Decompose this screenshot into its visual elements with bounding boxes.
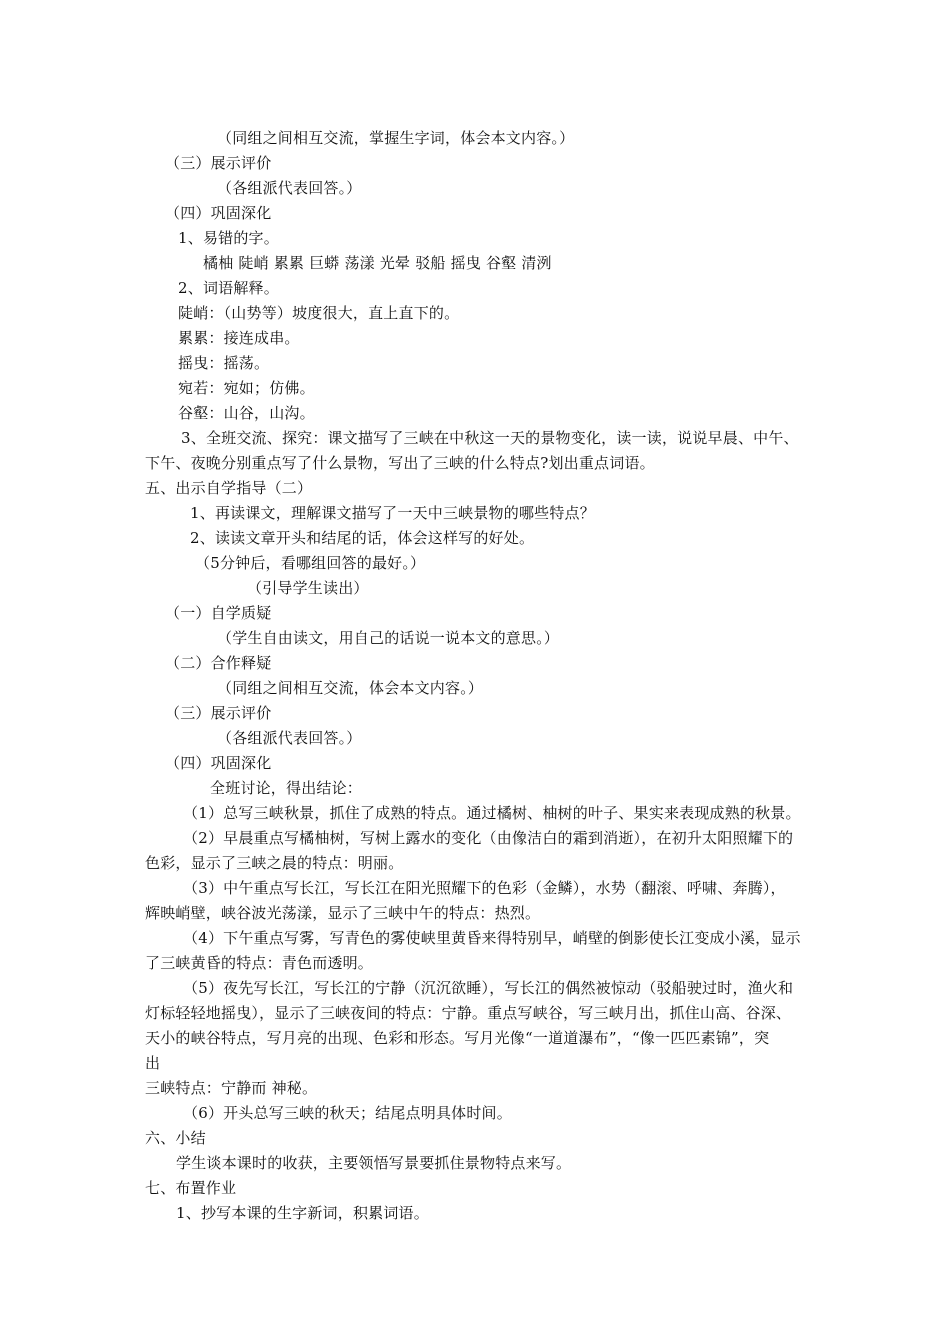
section-heading: （三）展示评价 — [165, 704, 272, 722]
text-line: 灯标轻轻地摇曳），显示了三峡夜间的特点：宁静。重点写峡谷，写三峡月出，抓住山高、谷深、 — [145, 1004, 792, 1022]
definition-line: 宛若：宛如；仿佛。 — [178, 379, 315, 397]
section-heading: （四）巩固深化 — [165, 754, 272, 772]
text-line: （同组之间相互交流，掌握生字词，体会本文内容。） — [217, 129, 575, 147]
text-line: 了三峡黄昏的特点：青色而透明。 — [145, 954, 374, 972]
text-line: 辉映峭壁，峡谷波光荡漾，显示了三峡中午的特点：热烈。 — [145, 904, 541, 922]
text-line: 2、词语解释。 — [178, 279, 279, 297]
text-line: 全班讨论，得出结论： — [210, 779, 363, 797]
text-line: （2）早晨重点写橘柚树，写树上露水的变化（由像洁白的霜到消逝），在初升太阳照耀下的 — [183, 829, 794, 847]
section-heading: （一）自学质疑 — [165, 604, 272, 622]
text-line: 天小的峡谷特点，写月亮的出现、色彩和形态。写月光像“一道道瀑布”，“像一匹匹素锦”，突 — [145, 1029, 770, 1047]
section-heading: 六、小结 — [145, 1129, 206, 1147]
definition-line: 谷壑：山谷，山沟。 — [178, 404, 315, 422]
text-line: 3、全班交流、探究：课文描写了三峡在中秋这一天的景物变化，读一读，说说早晨、中午、 — [181, 429, 799, 447]
text-line: （学生自由读文，用自己的话说一说本文的意思。） — [217, 629, 560, 647]
definition-line: 陡峭：（山势等）坡度很大，直上直下的。 — [178, 304, 460, 322]
section-heading: （二）合作释疑 — [165, 654, 272, 672]
definition-line: 累累：接连成串。 — [178, 329, 300, 347]
text-line: （4）下午重点写雾，写青色的雾使峡里黄昏来得特别早，峭壁的倒影使长江变成小溪，显示 — [183, 929, 801, 947]
text-line: 下午、夜晚分别重点写了什么景物，写出了三峡的什么特点?划出重点词语。 — [145, 454, 655, 472]
text-line: （1）总写三峡秋景，抓住了成熟的特点。通过橘树、柚树的叶子、果实来表现成熟的秋景。 — [183, 804, 801, 822]
section-heading: （三）展示评价 — [165, 154, 272, 172]
section-heading: （四）巩固深化 — [165, 204, 272, 222]
text-line: （5）夜先写长江，写长江的宁静（沉沉欲睡），写长江的偶然被惊动（驳船驶过时，渔火和 — [183, 979, 794, 997]
text-line: （引导学生读出） — [247, 579, 369, 597]
text-line: （3）中午重点写长江，写长江在阳光照耀下的色彩（金鳞），水势（翻滚、呼啸、奔腾）， — [183, 879, 786, 897]
text-line: （5分钟后，看哪组回答的最好。） — [195, 554, 426, 572]
section-heading: 七、布置作业 — [145, 1179, 237, 1197]
text-line: （同组之间相互交流，体会本文内容。） — [217, 679, 484, 697]
word-list: 橘柚 陡峭 累累 巨蟒 荡漾 光晕 驳船 摇曳 谷壑 清洌 — [203, 254, 552, 272]
text-line: 学生谈本课时的收获，主要领悟写景要抓住景物特点来写。 — [176, 1154, 572, 1172]
text-line: 2、读读文章开头和结尾的话，体会这样写的好处。 — [190, 529, 535, 547]
text-line: （6）开头总写三峡的秋天；结尾点明具体时间。 — [183, 1104, 512, 1122]
text-line: 色彩，显示了三峡之晨的特点：明丽。 — [145, 854, 404, 872]
definition-line: 摇曳：摇荡。 — [178, 354, 270, 372]
text-line: （各组派代表回答。） — [217, 729, 362, 747]
section-heading: 五、出示自学指导（二） — [145, 479, 313, 497]
text-line: 三峡特点：宁静而 神秘。 — [145, 1079, 318, 1097]
text-line: 1、抄写本课的生字新词，积累词语。 — [176, 1204, 429, 1222]
text-line: 1、易错的字。 — [178, 229, 279, 247]
text-line: （各组派代表回答。） — [217, 179, 362, 197]
text-line: 1、再读课文，理解课文描写了一天中三峡景物的哪些特点？ — [190, 504, 595, 522]
text-line: 出 — [145, 1054, 161, 1072]
